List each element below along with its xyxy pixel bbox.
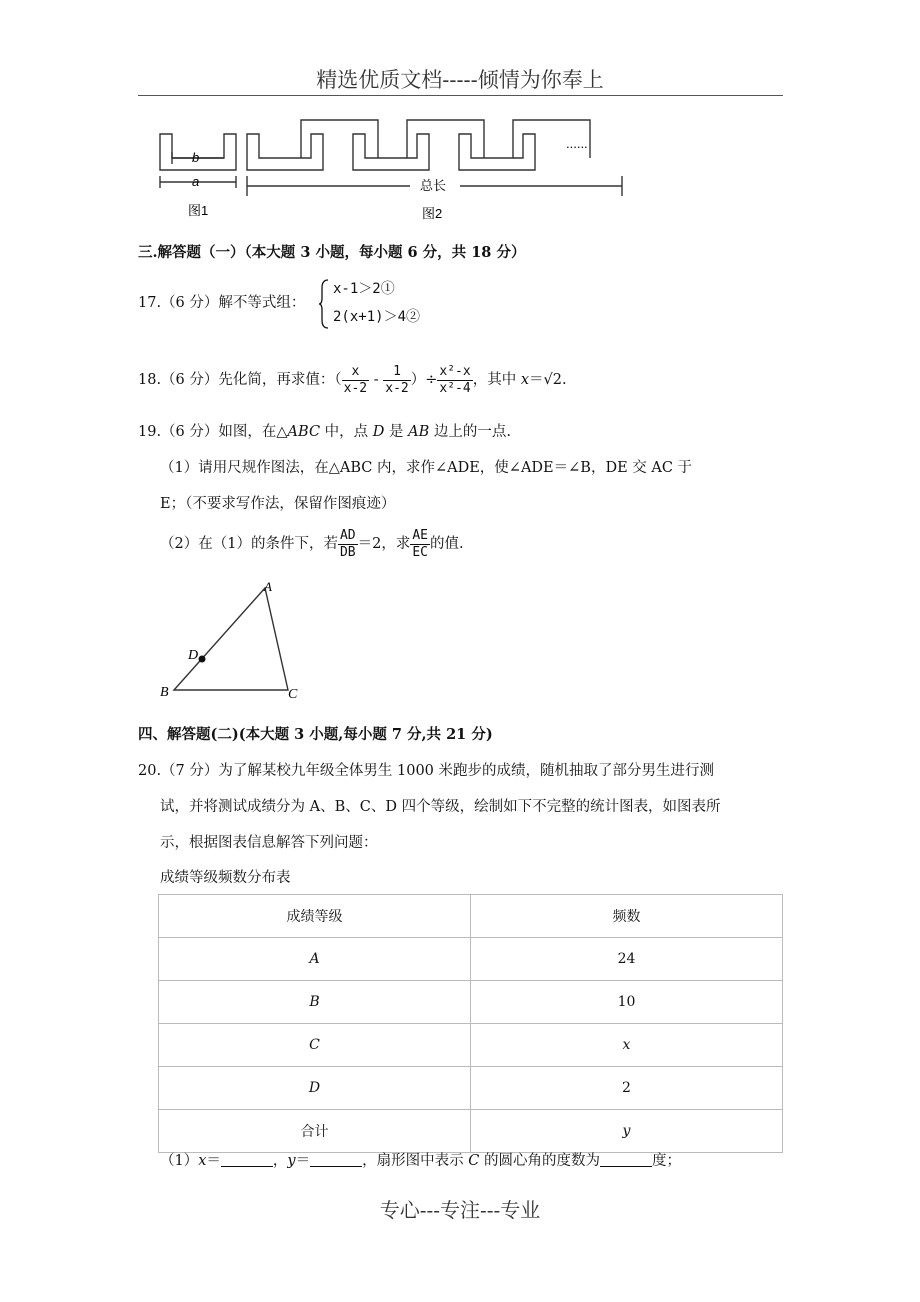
label-B: B	[160, 685, 169, 700]
label-total-length: 总长	[420, 178, 447, 193]
fig2-unit-2	[353, 134, 429, 170]
page-footer: 专心---专注---专业	[379, 1198, 541, 1222]
header-divider	[138, 95, 783, 96]
q17-inequality-2: 2(x+1)＞4②	[333, 309, 421, 325]
triangle-abc	[174, 588, 288, 690]
answer-blank-x[interactable]	[221, 1152, 273, 1167]
table-header: 成绩等级	[159, 895, 471, 938]
q19-line2: （1）请用尺规作图法，在△ABC 内，求作∠ADE，使∠ADE＝∠B，DE 交 AC 于	[160, 460, 693, 476]
label-fig2: 图2	[422, 206, 443, 221]
table-header-row	[159, 895, 783, 938]
fig2-link-1	[301, 120, 378, 158]
section4-title: 四、解答题(二)(本大题 3 小题,每小题 7 分,共 21 分)	[138, 726, 493, 743]
q19-ratio-ae-ec: $\frac{AE}{EC}$	[412, 527, 428, 560]
section3-title: 三.解答题（一）（本大题 3 小题，每小题 6 分，共 18 分）	[138, 244, 526, 261]
table-cell: A	[159, 938, 471, 981]
label-b: b	[192, 150, 200, 165]
q18-line: 18.（6 分）先化简，再求值：（ $\frac{x}{x-2}$ - $\frac{1}{x-2}$ ）÷ $\frac{\text{x²-x}}{\text{x²-4}}$ ，其中 x＝√2.	[138, 363, 567, 396]
page-header-title: 精选优质文档-----倾情为你奉上	[316, 68, 604, 92]
frequency-table	[158, 894, 783, 1153]
q20-line3: 示，根据图表信息解答下列问题：	[160, 835, 378, 851]
q20-line1: 20.（7 分）为了解某校九年级全体男生 1000 米跑步的成绩，随机抽取了部分男生进行测	[138, 763, 715, 779]
table-row	[159, 1024, 783, 1067]
q20-line2: 试，并将测试成绩分为 A、B、C、D 四个等级，绘制如下不完整的统计图表，如图表所	[160, 799, 721, 815]
fig2-unit-3	[459, 134, 535, 170]
table-cell: x	[471, 1024, 783, 1067]
answer-blank-angle[interactable]	[600, 1152, 652, 1167]
table-header: 频数	[471, 895, 783, 938]
label-A: A	[264, 579, 272, 594]
q19-line1: 19.（6 分）如图，在△ABC 中，点 D 是 AB 边上的一点.	[138, 424, 511, 440]
fig2-unit-1	[247, 134, 323, 170]
q19-ratio-ad-db: $\frac{AD}{DB}$	[339, 527, 356, 560]
fig2-link-2	[407, 120, 484, 158]
table-row	[159, 938, 783, 981]
q17-inequality-1: x-1＞2①	[333, 281, 395, 297]
q18-prefix: 18.（6 分）先化简，再求值：（	[138, 372, 342, 388]
table-cell: 合计	[159, 1110, 471, 1153]
q18-fraction-1: $\frac{x}{x-2}$	[343, 363, 368, 396]
point-d	[199, 656, 206, 663]
table-cell: 2	[471, 1067, 783, 1110]
table-cell: C	[159, 1024, 471, 1067]
system-brace	[318, 278, 330, 330]
table-cell: y	[471, 1110, 783, 1153]
q20-sub1: （1）x＝ ，y＝ ，扇形图中表示 C 的圆心角的度数为 度；	[160, 1153, 681, 1169]
q19-line3: E；（不要求写作法，保留作图痕迹）	[160, 496, 396, 512]
triangle-figure	[150, 575, 310, 705]
q17-prefix: 17.（6 分）解不等式组：	[138, 295, 306, 311]
label-ellipsis: ......	[566, 136, 588, 151]
label-C: C	[288, 687, 298, 702]
table-row	[159, 1110, 783, 1153]
label-D: D	[188, 648, 199, 663]
answer-blank-y[interactable]	[310, 1152, 362, 1167]
q18-fraction-3: $\frac{\text{x²-x}}{\text{x²-4}}$	[439, 363, 471, 396]
label-a: a	[192, 174, 200, 189]
table-cell: 24	[471, 938, 783, 981]
table-row	[159, 1067, 783, 1110]
table-caption: 成绩等级频数分布表	[160, 870, 291, 886]
table-cell: 10	[471, 981, 783, 1024]
q19-line4: （2）在（1）的条件下，若 $\frac{AD}{DB}$ ＝2，求 $\frac{AE}{EC}$ 的值.	[160, 527, 464, 560]
table-cell: B	[159, 981, 471, 1024]
label-fig1: 图1	[188, 203, 209, 218]
pattern-figure	[150, 112, 630, 224]
table-cell: D	[159, 1067, 471, 1110]
q18-fraction-2: $\frac{1}{x-2}$	[385, 363, 409, 396]
table-row	[159, 981, 783, 1024]
